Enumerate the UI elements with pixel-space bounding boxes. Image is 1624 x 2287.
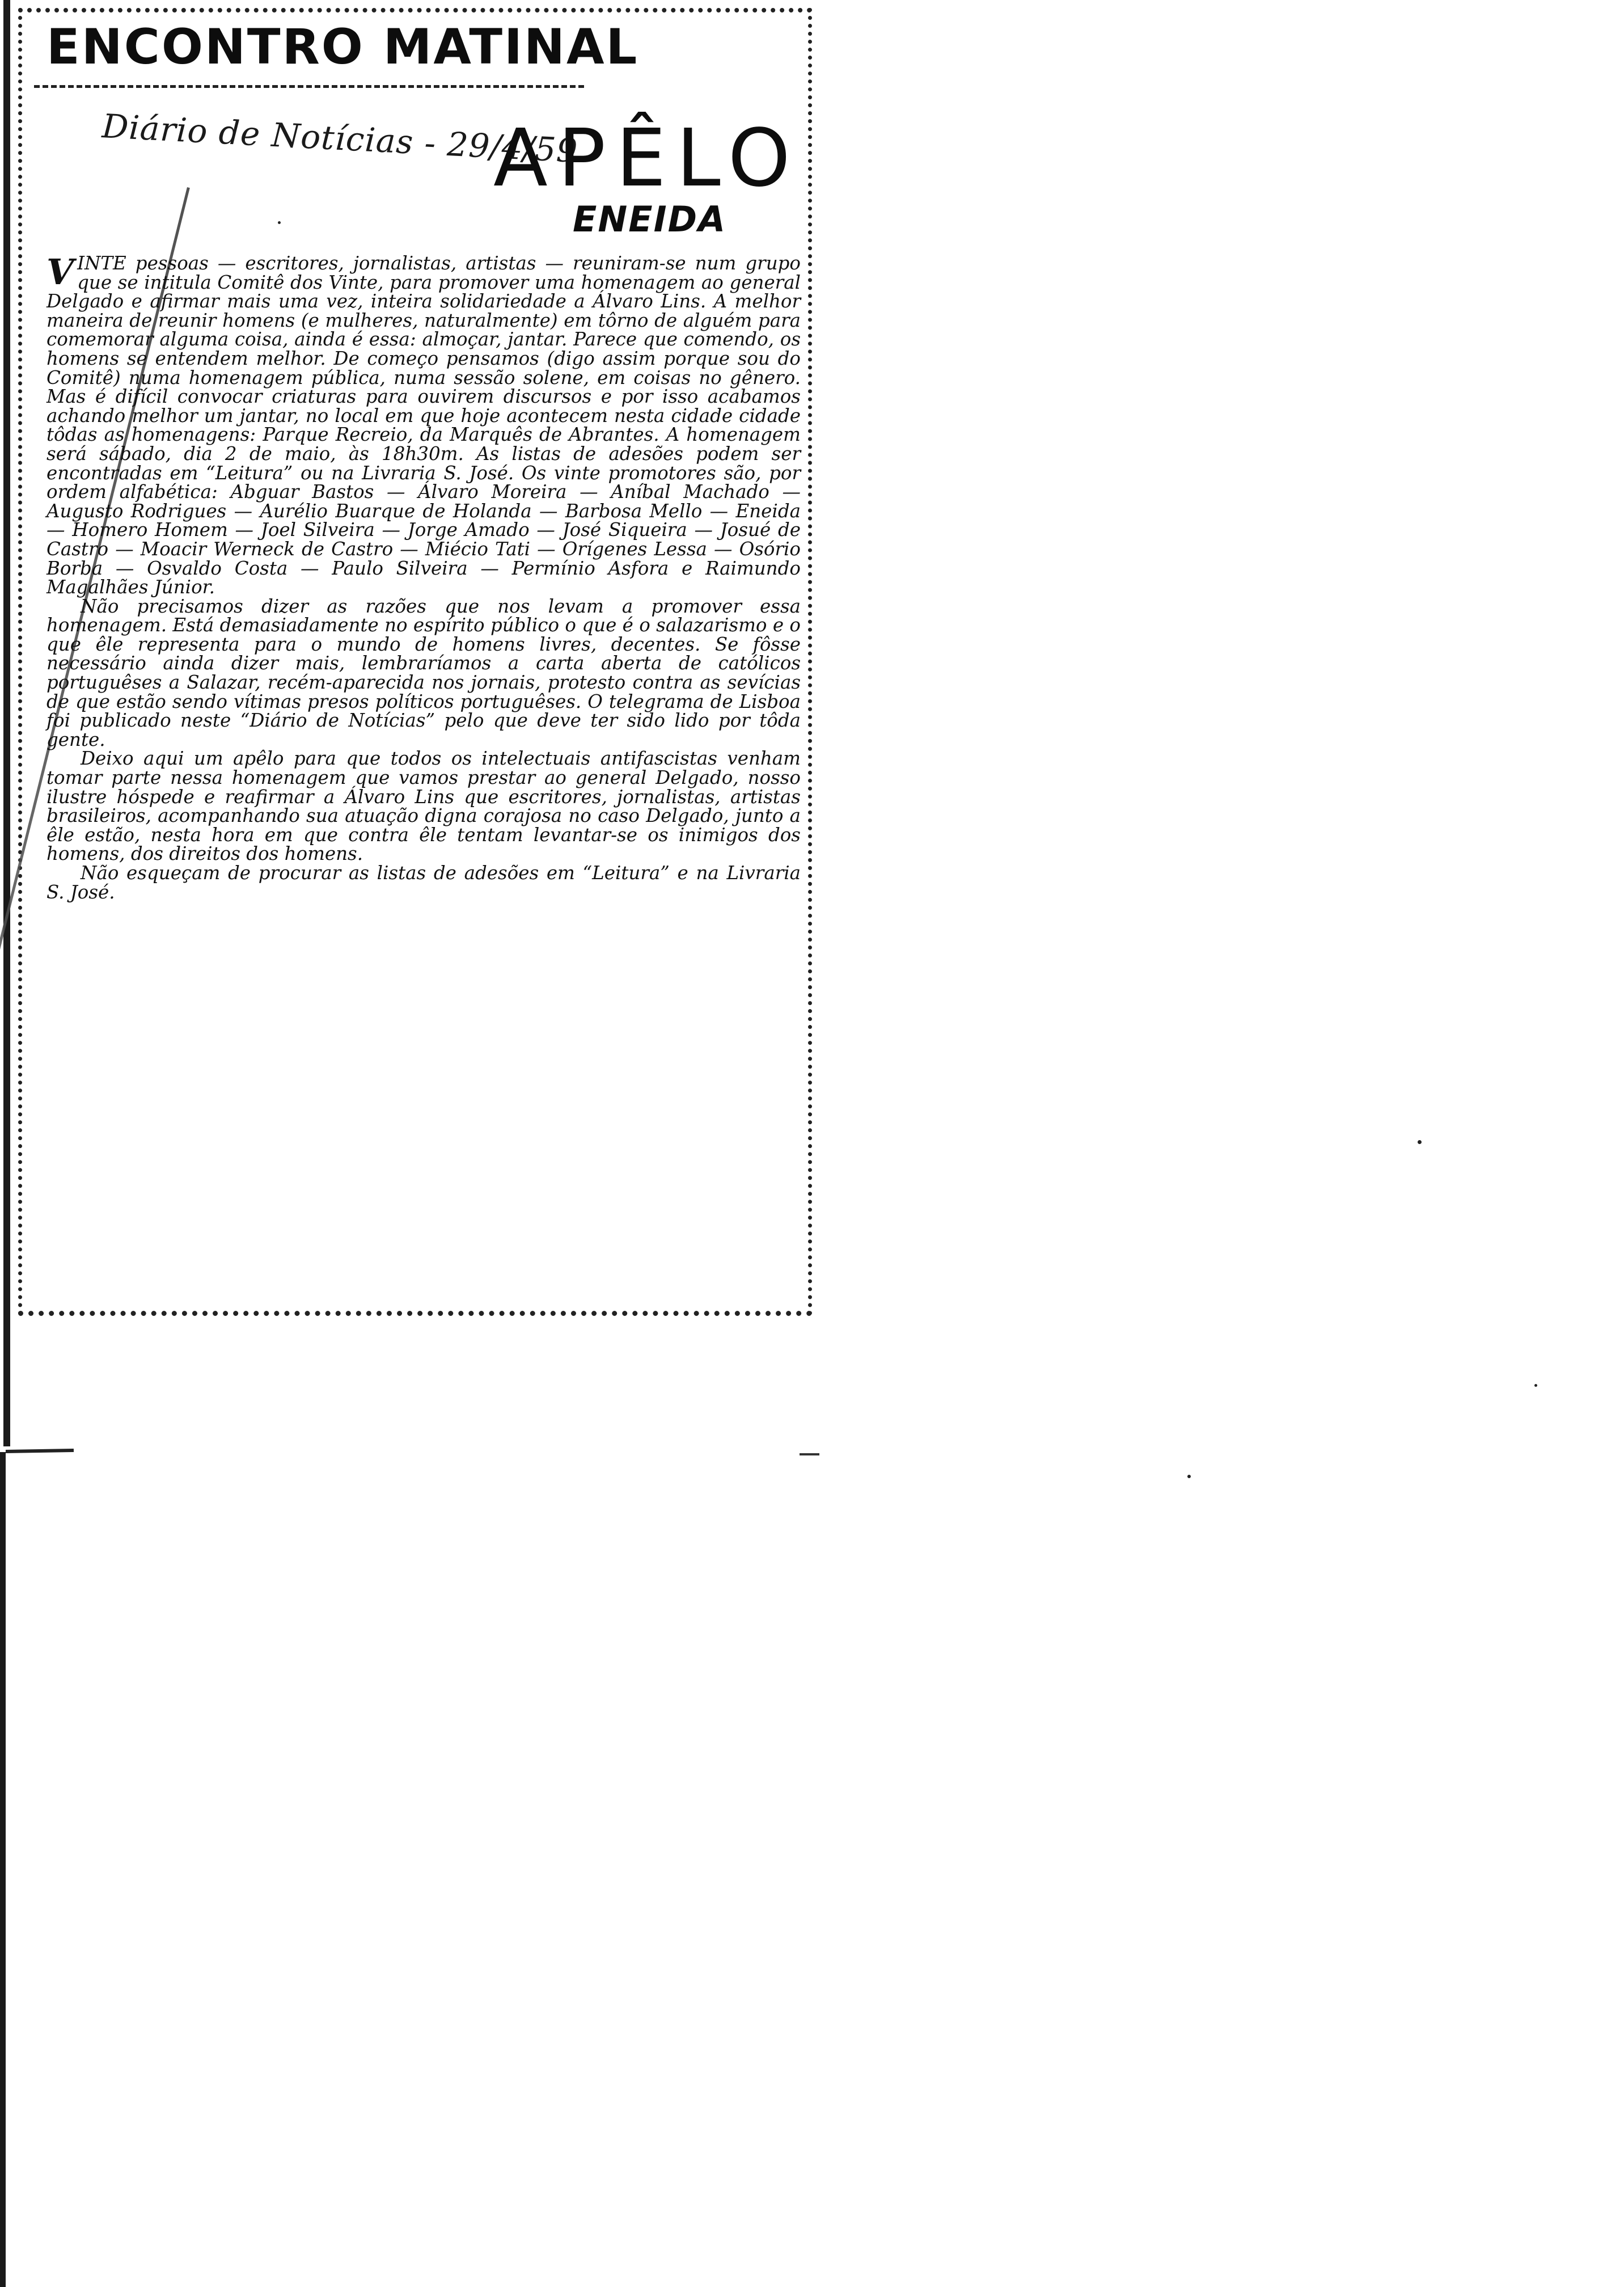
scan-speck [1418, 1140, 1422, 1144]
article-paragraph: Não precisamos dizer as razões que nos levam a promover essa homenagem. Está demasiadamente no espírito público o que é o salazarismo e o que êle representa para o mundo de homens livres, decentes. Se fôsse necessário ainda dizer mais, lembraríamos a carta aberta de católicos portuguêses a Salazar, recém-aparecida nos jornais, protesto contra as sevícias de que estão sendo vítimas presos políticos portuguêses. O telegrama de Lisboa foi publicado neste “Diário de Notícias” pelo que deve ter sido lido por tôda gente. [46, 595, 801, 750]
article-headline: APÊLO [493, 112, 801, 205]
article-paragraph: Não esqueçam de procurar as listas de adesões em “Leitura” e na Livraria S. José. [46, 862, 801, 903]
article-paragraph: Deixo aqui um apêlo para que todos os intelectuais antifascistas venham tomar parte nessa homenagem que vamos prestar ao general Delgado, nosso ilustre hóspede e reafirmar a Álvaro Lins que escritores, jornalistas, artistas brasileiros, acompanhando sua atuação digna corajosa no caso Delgado, junto a êle estão, nesta hora em que contra êle tentam levantar-se os inimigos dos homens, dos direitos dos homens. [46, 748, 801, 865]
scanned-page-edge [0, 0, 10, 2287]
article-byline: ENEIDA [573, 199, 727, 240]
article-paragraph [46, 251, 801, 598]
paper-crease [6, 1449, 74, 1453]
paper-crease-mark [800, 1453, 819, 1455]
scan-speck [1534, 1384, 1537, 1387]
page-edge-upper [3, 0, 10, 1446]
column-title: ENCONTRO MATINAL [46, 19, 639, 75]
article-body [46, 251, 801, 903]
page-edge-lower [0, 1452, 6, 2287]
article-paragraph-text: INTE pessoas — escritores, jornalistas, artistas — reuniram-se num grupo que se intitula Comitê dos Vinte, para promover uma homenagem ao general Delgado e afirmar mais uma vez, inteira solidariedade a Álvaro Lins. A melhor maneira de reunir homens (e mulheres, naturalmente) em tôrno de alguém para comemorar alguma coisa, ainda é essa: almoçar, jantar. Parece que comendo, os homens se entendem melhor. De começo pensamos (digo assim porque sou do Comitê) numa homenagem pública, numa sessão solene, em coisas no gênero. Mas é difícil convocar criaturas para ouvirem discursos e por isso acabamos achando melhor um jantar, no local em que hoje acontecem nesta cidade cidade tôdas as homenagens: Parque Recreio, da Marquês de Abrantes. A homenagem será sábado, dia 2 de maio, às 18h30m. As listas de adesões podem ser encontradas em “Leitura” ou na Livraria S. José. Os vinte promotores são, por ordem alfabética: Abguar Bastos — Álvaro Moreira — Aníbal Machado — Augusto Rodrigues — Aurélio Buarque de Holanda — Barbosa Mello — Eneida — Homero Homem — Joel Silveira — Jorge Amado — José Siqueira — Josué de Castro — Moacir Werneck de Castro — Miécio Tati — Orígenes Lessa — Osório Borba — Osvaldo Costa — Paulo Silveira — Permínio Asfora e Raimundo Magalhães Júnior. [46, 252, 801, 598]
scan-speck [1187, 1475, 1191, 1478]
handwritten-source-note: Diário de Notícias - 29/4/59 [101, 107, 579, 170]
drop-cap: V [46, 251, 74, 293]
title-divider [34, 85, 584, 88]
